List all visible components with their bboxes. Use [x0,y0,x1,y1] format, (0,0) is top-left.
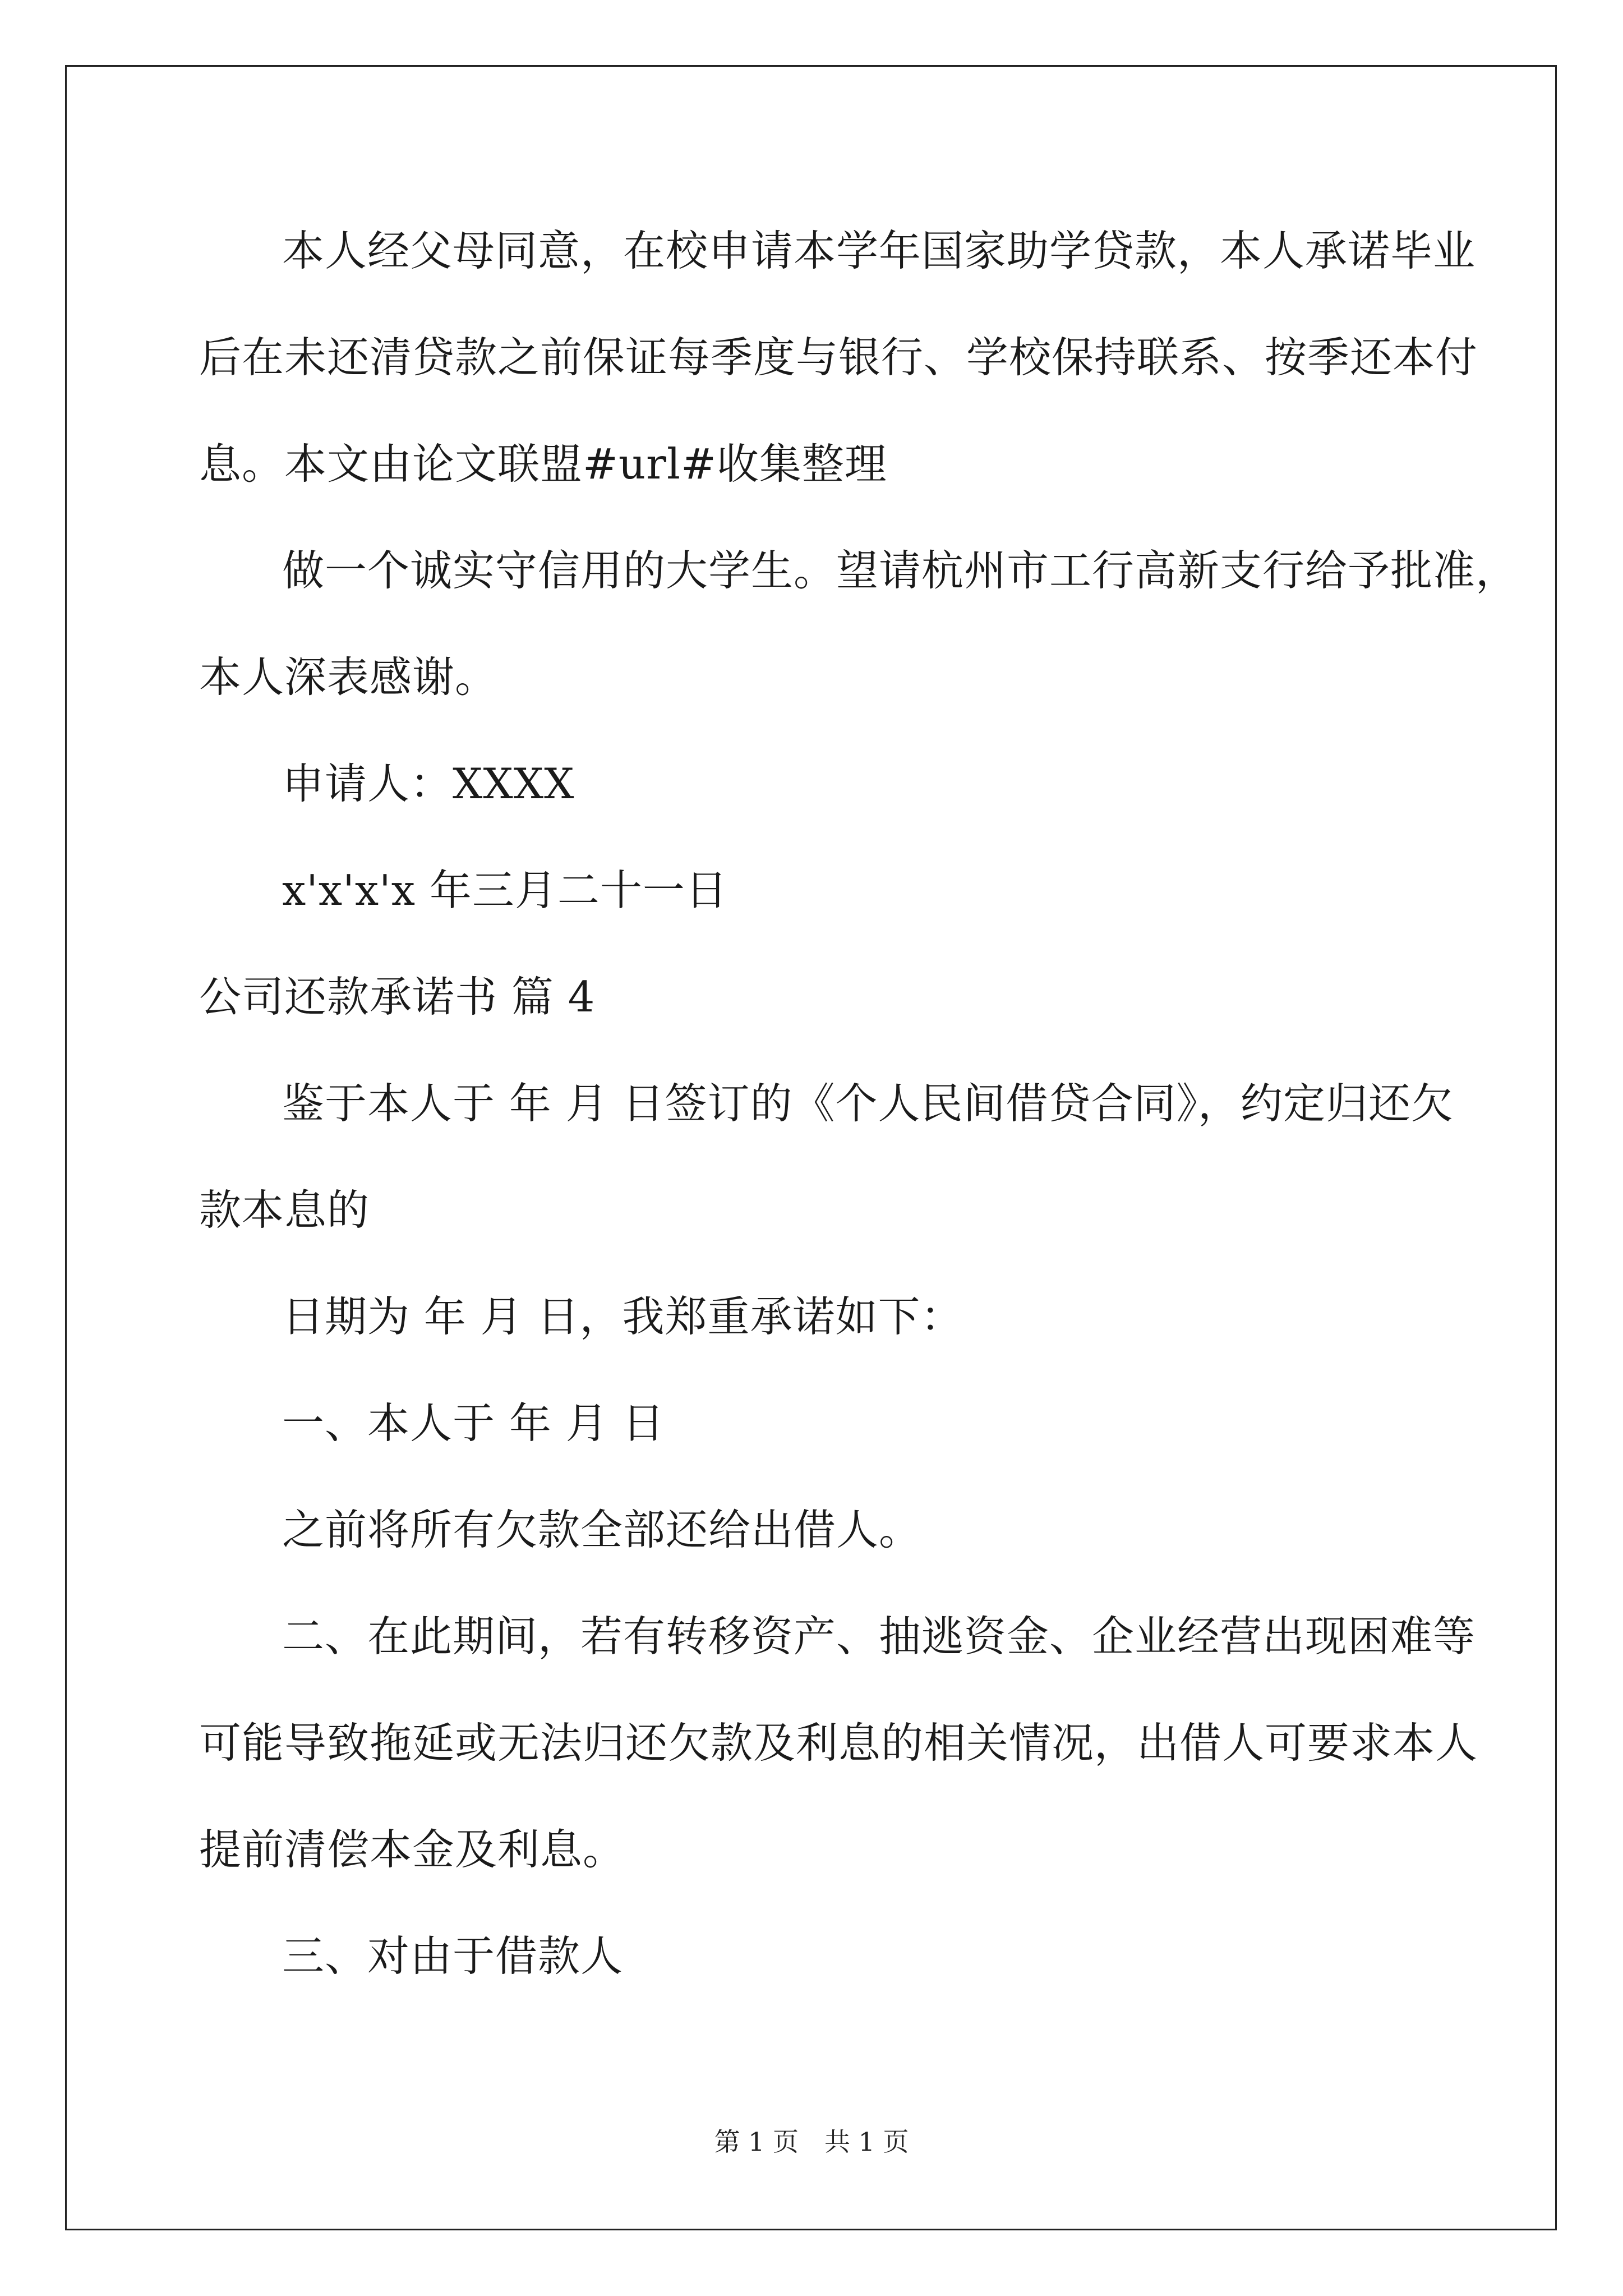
paragraph-line-2: 后在未还清贷款之前保证每季度与银行、学校保持联系、按季还本付 [199,333,1478,382]
paragraph-line-16: 提前清偿本金及利息。 [199,1825,626,1874]
section-heading: 公司还款承诺书 篇 4 [199,972,596,1022]
date-line: x'x'x'x 年三月二十一日 [282,866,728,915]
paragraph-line-11: 日期为 年 月 日，我郑重承诺如下： [282,1292,963,1341]
page-border [65,65,1557,2230]
paragraph-line-5: 本人深表感谢。 [199,652,498,702]
paragraph-line-12: 一、本人于 年 月 日 [282,1398,665,1448]
paragraph-line-1: 本人经父母同意，在校申请本学年国家助学贷款，本人承诺毕业 [282,226,1476,275]
paragraph-line-14: 二、在此期间，若有转移资产、抽逃资金、企业经营出现困难等 [282,1612,1476,1661]
applicant-line: 申请人：XXXX [282,759,575,808]
paragraph-line-17: 三、对由于借款人 [282,1931,624,1981]
paragraph-line-4: 做一个诚实守信用的大学生。望请杭州市工行高新支行给予批准， [282,546,1519,595]
paragraph-line-3: 息。本文由论文联盟#url#收集整理 [199,439,887,489]
paragraph-line-9: 鉴于本人于 年 月 日签订的《个人民间借贷合同》，约定归还欠 [282,1079,1454,1128]
paragraph-line-10: 款本息的 [199,1185,370,1235]
paragraph-line-13: 之前将所有欠款全部还给出借人。 [282,1505,922,1554]
page-footer: 第 1 页 共 1 页 [714,2127,909,2157]
paragraph-line-15: 可能导致拖延或无法归还欠款及利息的相关情况，出借人可要求本人 [199,1718,1478,1768]
